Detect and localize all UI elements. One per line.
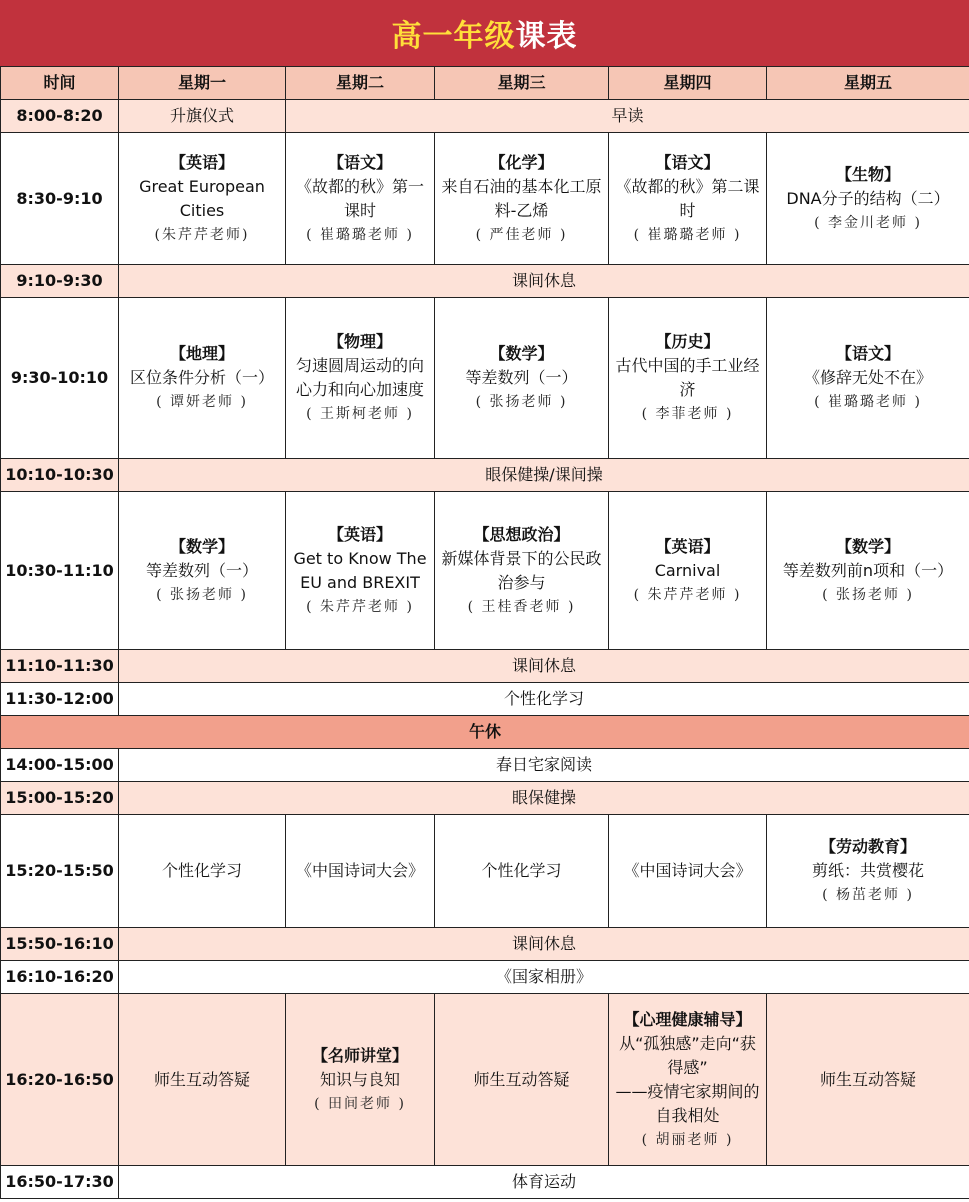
schedule-table <box>0 66 969 1199</box>
flag-ceremony-cell: 升旗仪式 <box>119 100 286 133</box>
subject-label: 【名师讲堂】 <box>311 1045 408 1065</box>
row-16-10 <box>1 961 969 994</box>
class-cell-thu <box>609 133 767 265</box>
class-cell-tue <box>286 298 435 459</box>
time-cell: 15:20-15:50 <box>1 815 119 928</box>
topic-label: 古代中国的手工业经济 <box>615 356 760 399</box>
class-cell-fri <box>767 815 969 928</box>
teacher-label: ( 朱芹芹老师 ) <box>306 598 414 615</box>
time-cell: 15:00-15:20 <box>1 782 119 815</box>
subject-label: 【心理健康辅导】 <box>623 1009 752 1029</box>
morning-reading-cell: 早读 <box>286 100 969 133</box>
subject-label: 【语文】 <box>327 152 392 172</box>
topic-label: 来自石油的基本化工原料-乙烯 <box>441 176 602 220</box>
class-cell-mon <box>119 492 286 650</box>
subject-label: 【劳动教育】 <box>819 837 916 856</box>
topic-label: Great European Cities <box>139 176 265 220</box>
time-cell: 9:10-9:30 <box>1 265 119 298</box>
row-16-20 <box>1 994 969 1166</box>
subject-label: 【数学】 <box>169 536 234 556</box>
reading-cell: 春日宅家阅读 <box>119 749 969 782</box>
topic-label: 等差数列（一） <box>145 560 258 580</box>
class-cell-mon: 个性化学习 <box>119 815 286 928</box>
title-bar <box>0 0 969 66</box>
header-row <box>1 67 969 100</box>
subject-label: 【英语】 <box>169 152 234 172</box>
eye-exercise-cell: 眼保健操 <box>119 782 969 815</box>
teacher-label: ( 朱芹芹老师 ) <box>633 586 742 603</box>
subject-label: 【语文】 <box>835 344 900 363</box>
class-cell-fri: 师生互动答疑 <box>767 994 969 1166</box>
class-cell-mon <box>119 133 286 265</box>
teacher-label: (朱芹芹老师) <box>154 226 250 243</box>
class-cell-tue <box>286 133 435 265</box>
teacher-label: ( 李菲老师 ) <box>641 406 734 422</box>
teacher-label: ( 杨茁老师 ) <box>822 887 914 903</box>
class-cell-wed <box>435 492 609 650</box>
topic-label: 区位条件分析（一） <box>129 368 274 387</box>
subject-label: 【物理】 <box>327 332 392 351</box>
topic-label: ——疫情宅家期间的自我相处 <box>615 1081 760 1125</box>
subject-label: 【生物】 <box>835 164 900 184</box>
time-cell: 8:00-8:20 <box>1 100 119 133</box>
class-cell-thu <box>609 994 767 1166</box>
subject-label: 【语文】 <box>655 152 720 172</box>
time-cell: 15:50-16:10 <box>1 928 119 961</box>
teacher-label: ( 张扬老师 ) <box>156 586 248 603</box>
time-cell: 10:10-10:30 <box>1 459 119 492</box>
time-cell: 14:00-15:00 <box>1 749 119 782</box>
time-cell: 8:30-9:10 <box>1 133 119 265</box>
class-cell-wed: 师生互动答疑 <box>435 994 609 1166</box>
row-8-30 <box>1 133 969 265</box>
row-10-30 <box>1 492 969 650</box>
subject-label: 【英语】 <box>655 536 720 556</box>
class-cell-wed: 个性化学习 <box>435 815 609 928</box>
subject-label: 【思想政治】 <box>473 524 570 544</box>
topic-label: 知识与良知 <box>319 1069 400 1089</box>
topic-label: 匀速圆周运动的向心力和向心加速度 <box>295 356 424 399</box>
time-cell: 11:10-11:30 <box>1 650 119 683</box>
break-cell: 课间休息 <box>119 650 969 683</box>
topic-label: 剪纸：共赏樱花 <box>811 861 924 880</box>
class-cell-mon <box>119 298 286 459</box>
header-time: 时间 <box>1 67 119 100</box>
topic-label: 《修辞无处不在》 <box>803 368 932 387</box>
class-cell-tue: 《中国诗词大会》 <box>286 815 435 928</box>
row-9-30 <box>1 298 969 459</box>
teacher-label: ( 胡丽老师 ) <box>641 1131 734 1148</box>
topic-label: 《故都的秋》第一课时 <box>295 176 424 220</box>
time-cell: 16:10-16:20 <box>1 961 119 994</box>
break-cell: 课间休息 <box>119 265 969 298</box>
class-cell-wed <box>435 133 609 265</box>
teacher-label: ( 严佳老师 ) <box>475 226 568 243</box>
topic-label: 从“孤独感”走向“获得感” <box>619 1033 756 1077</box>
topic-label: 等差数列前n项和（一） <box>782 560 954 580</box>
row-10-10 <box>1 459 969 492</box>
time-cell: 10:30-11:10 <box>1 492 119 650</box>
time-cell: 16:20-16:50 <box>1 994 119 1166</box>
topic-label: Carnival <box>654 560 721 580</box>
header-thursday: 星期四 <box>609 67 767 100</box>
row-15-50 <box>1 928 969 961</box>
topic-label: 《故都的秋》第二课时 <box>615 176 760 220</box>
topic-label: 等差数列（一） <box>465 368 578 387</box>
subject-label: 【英语】 <box>327 524 392 544</box>
header-tuesday: 星期二 <box>286 67 435 100</box>
subject-label: 【数学】 <box>835 536 900 556</box>
row-11-30 <box>1 683 969 716</box>
row-14-00 <box>1 749 969 782</box>
break-cell: 课间休息 <box>119 928 969 961</box>
header-friday: 星期五 <box>767 67 969 100</box>
album-cell: 《国家相册》 <box>119 961 969 994</box>
topic-label: Get to Know The EU and BREXIT <box>293 548 427 592</box>
subject-label: 【化学】 <box>489 152 554 172</box>
time-cell: 16:50-17:30 <box>1 1166 119 1199</box>
teacher-label: ( 崔璐璐老师 ) <box>633 226 742 243</box>
teacher-label: ( 崔璐璐老师 ) <box>306 226 414 243</box>
topic-label: 新媒体背景下的公民政治参与 <box>441 548 602 592</box>
class-cell-thu <box>609 492 767 650</box>
row-16-50 <box>1 1166 969 1199</box>
class-cell-mon: 师生互动答疑 <box>119 994 286 1166</box>
lunch-break-cell: 午休 <box>1 716 969 749</box>
time-cell: 11:30-12:00 <box>1 683 119 716</box>
teacher-label: ( 谭妍老师 ) <box>156 394 248 410</box>
header-monday: 星期一 <box>119 67 286 100</box>
class-cell-fri <box>767 298 969 459</box>
class-cell-fri <box>767 492 969 650</box>
sports-cell: 体育运动 <box>119 1166 969 1199</box>
teacher-label: ( 王桂香老师 ) <box>467 598 576 615</box>
class-cell-thu: 《中国诗词大会》 <box>609 815 767 928</box>
subject-label: 【数学】 <box>489 344 554 363</box>
class-cell-tue <box>286 492 435 650</box>
self-study-cell: 个性化学习 <box>119 683 969 716</box>
row-noon <box>1 716 969 749</box>
class-cell-thu <box>609 298 767 459</box>
row-9-10 <box>1 265 969 298</box>
title-schedule: 课表 <box>515 19 578 54</box>
teacher-label: ( 田间老师 ) <box>314 1095 406 1112</box>
subject-label: 【历史】 <box>655 332 720 351</box>
topic-label: DNA分子的结构（二） <box>786 188 950 208</box>
page-title <box>392 11 578 55</box>
title-grade: 高一年级 <box>391 19 516 54</box>
teacher-label: ( 王斯柯老师 ) <box>306 406 414 422</box>
class-cell-fri <box>767 133 969 265</box>
class-cell-wed <box>435 298 609 459</box>
subject-label: 【地理】 <box>169 344 234 363</box>
time-cell: 9:30-10:10 <box>1 298 119 459</box>
row-15-20 <box>1 815 969 928</box>
row-8-00 <box>1 100 969 133</box>
exercise-cell: 眼保健操/课间操 <box>119 459 969 492</box>
teacher-label: ( 张扬老师 ) <box>475 394 568 410</box>
teacher-label: ( 崔璐璐老师 ) <box>814 394 922 410</box>
header-wednesday: 星期三 <box>435 67 609 100</box>
teacher-label: ( 张扬老师 ) <box>822 586 914 603</box>
row-15-00 <box>1 782 969 815</box>
teacher-label: ( 李金川老师 ) <box>814 214 922 231</box>
class-cell-tue <box>286 994 435 1166</box>
row-11-10 <box>1 650 969 683</box>
